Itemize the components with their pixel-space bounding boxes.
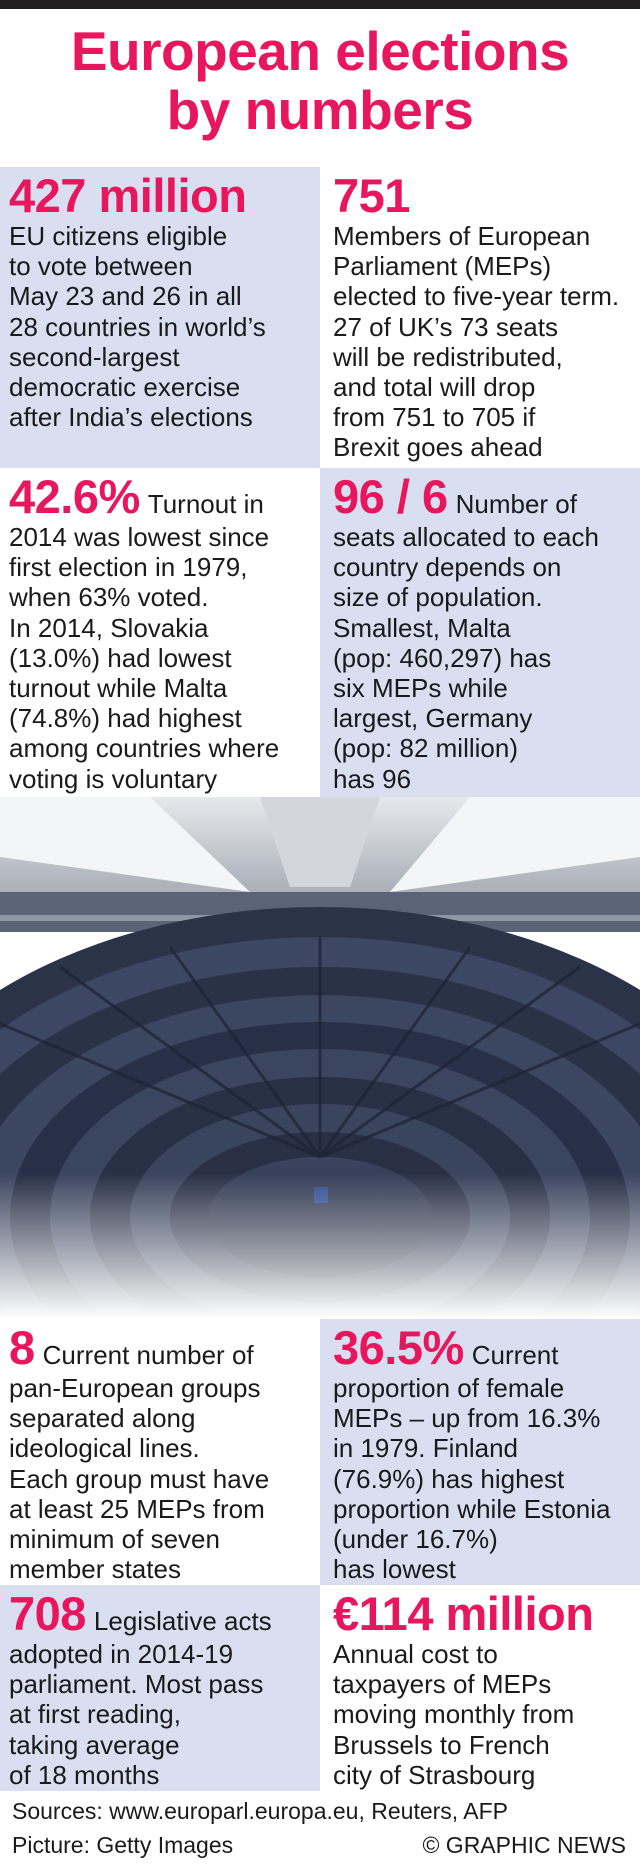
fact-text-line: size of population.: [333, 582, 543, 613]
fact-figure: 751: [333, 169, 410, 222]
fact-text-line: 2014 was lowest since: [9, 522, 270, 552]
fact-text-line: at first reading,: [9, 1699, 181, 1730]
sources-credit: Sources: www.europarl.europa.eu, Reuters, AFP: [12, 1798, 509, 1824]
fact-text-line: taxpayers of MEPs: [333, 1669, 552, 1700]
fact-text-line: voting is voluntary: [9, 763, 218, 794]
fact-eligible-voters: [0, 167, 320, 468]
fact-strasbourg-cost: [320, 1585, 640, 1791]
fact-text-line: pan-European groups: [9, 1373, 261, 1403]
fact-headline-line: [9, 1589, 320, 1639]
fact-political-groups: [0, 1319, 320, 1585]
hemicycle-illustration: [0, 797, 640, 1319]
infographic-title: [0, 22, 640, 144]
fact-text-line: Brussels to French: [333, 1729, 550, 1760]
fact-female-meps: [320, 1319, 640, 1585]
fact-meps: [320, 167, 640, 468]
fact-figure: 708: [9, 1587, 86, 1640]
fact-figure: 96 / 6: [333, 470, 448, 523]
fact-turnout: [0, 468, 320, 797]
fact-text-line: Members of European: [333, 221, 591, 251]
fact-text-line: (pop: 460,297) has: [333, 642, 552, 673]
fact-text-line: Annual cost to: [333, 1639, 498, 1669]
fact-text-line: (under 16.7%): [333, 1524, 498, 1555]
fact-text-line: Parliament (MEPs): [333, 251, 552, 282]
fact-text-line: ideological lines.: [9, 1433, 200, 1464]
fact-text-line: elected to five-year term.: [333, 281, 620, 312]
fact-headline-line: [333, 472, 640, 522]
fact-text-line: May 23 and 26 in all: [9, 281, 242, 312]
fact-text-line: at least 25 MEPs from: [9, 1493, 265, 1524]
fact-text-first: Number of: [455, 489, 577, 519]
fact-text-line: turnout while Malta: [9, 673, 228, 704]
fact-text-line: first election in 1979,: [9, 552, 248, 583]
fact-figure: 427 million: [9, 169, 247, 222]
fact-text-line: Brexit goes ahead: [333, 432, 543, 463]
fact-text-line: 27 of UK’s 73 seats: [333, 311, 558, 342]
fact-text-line: Each group must have: [9, 1463, 270, 1494]
fact-text-line: city of Strasbourg: [333, 1759, 536, 1790]
fact-seat-allocation: [320, 468, 640, 797]
fact-text-first: Current number of: [42, 1340, 254, 1370]
fact-text-line: after India’s elections: [9, 402, 253, 433]
fact-text-line: MEPs – up from 16.3%: [333, 1403, 601, 1434]
fact-text-line: country depends on: [333, 552, 562, 583]
fact-figure: 8: [9, 1321, 35, 1374]
top-bar: [0, 0, 640, 9]
fact-text-line: proportion while Estonia: [333, 1493, 611, 1524]
fact-text-line: proportion of female: [333, 1373, 565, 1403]
fact-text-line: from 751 to 705 if: [333, 402, 536, 433]
fact-text-line: (pop: 82 million): [333, 733, 518, 764]
fact-text-line: moving monthly from: [333, 1699, 575, 1730]
fact-text-line: among countries where: [9, 733, 280, 764]
fact-figure: 36.5%: [333, 1321, 464, 1374]
fact-text-line: In 2014, Slovakia: [9, 612, 209, 643]
fact-text-line: largest, Germany: [333, 703, 533, 734]
fact-legislative-acts: [0, 1585, 320, 1791]
fact-text-line: Smallest, Malta: [333, 612, 511, 643]
fact-headline-line: [9, 1323, 320, 1373]
fact-text-line: has lowest: [333, 1554, 456, 1585]
fact-text-line: when 63% voted.: [9, 582, 209, 613]
fact-text-line: adopted in 2014-19: [9, 1639, 234, 1669]
fact-figure: €114 million: [333, 1587, 594, 1640]
fact-text-line: democratic exercise: [9, 372, 241, 403]
fact-figure: 42.6%: [9, 470, 140, 523]
fact-text-line: of 18 months: [9, 1759, 160, 1790]
fact-text-line: will be redistributed,: [333, 341, 563, 372]
fact-text-line: second-largest: [9, 341, 180, 372]
fact-text-line: (76.9%) has highest: [333, 1463, 565, 1494]
fact-text-first: Current: [471, 1340, 559, 1370]
fact-text-first: Turnout in: [147, 489, 264, 519]
fact-text-line: seats allocated to each: [333, 522, 599, 552]
fact-text-line: parliament. Most pass: [9, 1669, 264, 1700]
fact-text-line: separated along: [9, 1403, 196, 1434]
fact-text-first: Legislative acts: [93, 1606, 272, 1636]
fact-text-line: (74.8%) had highest: [9, 703, 242, 734]
fact-text-line: minimum of seven: [9, 1524, 220, 1555]
fact-headline-line: [9, 472, 320, 522]
fact-text-line: member states: [9, 1554, 181, 1585]
copyright: © GRAPHIC NEWS: [422, 1832, 626, 1858]
fact-text-line: 28 countries in world’s: [9, 311, 266, 342]
footer: [0, 1791, 640, 1874]
title-line-2: by numbers: [166, 79, 474, 141]
fact-text-line: to vote between: [9, 251, 193, 282]
fact-text-line: has 96: [333, 763, 412, 794]
title-line-1: European elections: [70, 20, 570, 82]
fact-headline-line: [333, 1323, 640, 1373]
fact-text-line: and total will drop: [333, 372, 536, 403]
fact-text-line: taking average: [9, 1729, 180, 1760]
fact-text-line: EU citizens eligible: [9, 221, 228, 251]
fact-text-line: (13.0%) had lowest: [9, 642, 232, 673]
parliament-hemicycle-photo: [0, 797, 640, 1319]
picture-credit: Picture: Getty Images: [12, 1832, 234, 1858]
fact-text-line: six MEPs while: [333, 673, 508, 704]
fact-text-line: in 1979. Finland: [333, 1433, 519, 1464]
